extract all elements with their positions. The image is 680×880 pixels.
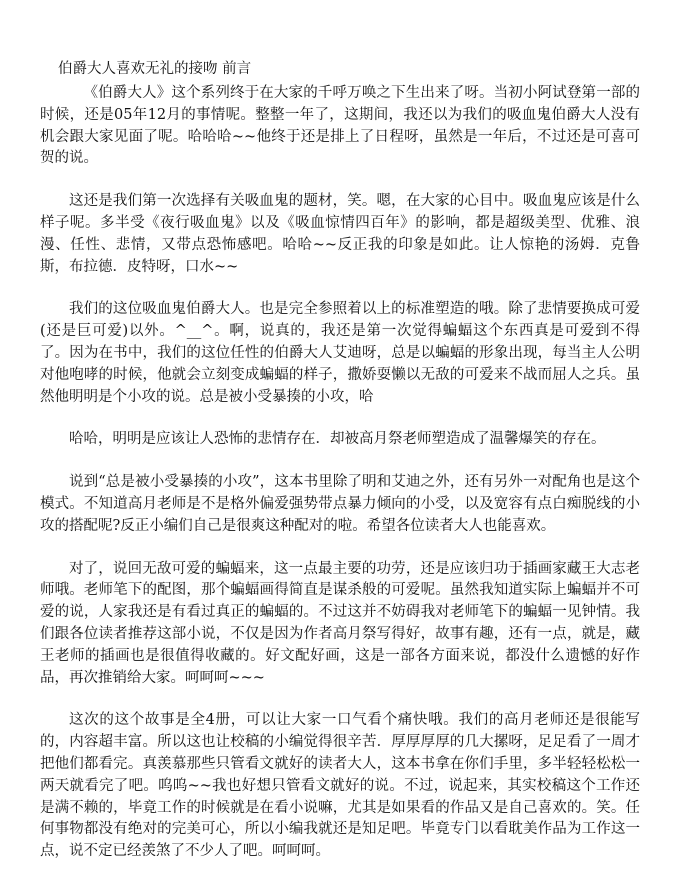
paragraph-2: 这还是我们第一次选择有关吸血鬼的题材，笑。嗯，在大家的心目中。吸血鬼应该是什么样子呢。多半受《夜行吸血鬼》以及《吸血惊情四百年》的影响，都是超级美型、优雅、浪漫、任性、悲情，又带点恐怖感吧。哈哈~~反正我的印象是如此。让人惊艳的汤姆．克鲁斯，布拉德．皮特呀，口水~~ xyxy=(40,193,640,275)
document-page xyxy=(40,58,640,863)
paragraph-4: 哈哈，明明是应该让人恐怖的悲情存在．却被高月祭老师塑造成了温馨爆笑的存在。 xyxy=(69,431,606,448)
paragraph-3: 我们的这位吸血鬼伯爵大人。也是完全参照着以上的标准塑造的哦。除了悲情要换成可爱(还是巨可爱)以外。^__^。啊，说真的，我还是第一次觉得蝙蝠这个东西真是可爱到不得了。因为在书中，我们的这位任性的伯爵大人艾迪呀，总是以蝙蝠的形象出现，每当主人公明对他咆哮的时候，他就会立刻变成蝙蝠的样子，撒娇耍懒以无敌的可爱来不战而屈人之兵。虽然他明明是个小攻的说。总是被小受暴揍的小攻，哈 xyxy=(40,301,640,405)
paragraph-1: 《伯爵大人》这个系列终于在大家的千呼万唤之下生出来了呀。当初小阿试登第一部的时候，还是05年12月的事情呢。整整一年了，这期间，我还以为我们的吸血鬼伯爵大人没有机会跟大家见面了呢。哈哈哈~~他终于还是排上了日程呀，虽然是一年后，不过还是可喜可贺的说。 xyxy=(40,85,640,167)
paragraph-6: 对了，说回无敌可爱的蝙蝠来，这一点最主要的功劳，还是应该归功于插画家藏王大志老师哦。老师笔下的配图，那个蝙蝠画得简直是谋杀般的可爱呢。虽然我知道实际上蝙蝠并不可爱的说，人家我还是有看过真正的蝙蝠的。不过这并不妨碍我对老师笔下的蝙蝠一见钟情。我们跟各位读者推荐这部小说，不仅是因为作者高月祭写得好，故事有趣，还有一点，就是，藏王老师的插画也是很值得收藏的。好文配好画，这是一部各方面来说，都没什么遗憾的好作品，再次推销给大家。呵呵呵~~~ xyxy=(40,560,640,686)
document-title: 伯爵大人喜欢无礼的接吻 前言 xyxy=(58,61,252,77)
paragraph-7: 这次的这个故事是全4册，可以让大家一口气看个痛快哦。我们的高月老师还是很能写的，内容超丰富。所以这也让校稿的小编觉得很辛苦．厚厚厚厚的几大摞呀，足足看了一周才把他们都看完。真羡慕那些只管看文就好的读者大人，这本书拿在你们手里，多半轻轻松松一两天就看完了吧。呜呜~~我也好想只管看文就好的说。不过，说起来，其实校稿这个工作还是满不赖的，毕竟工作的时候就是在看小说嘛，尤其是如果看的作品又是自己喜欢的。笑。任何事物都没有绝对的完美可心，所以小编我就还是知足吧。毕竟专门以看耽美作品为工作这一点，说不定已经羡煞了不少人了吧。呵呵呵。 xyxy=(40,712,640,860)
paragraph-5: 说到“总是被小受暴揍的小攻”，这本书里除了明和艾迪之外，还有另外一对配角也是这个模式。不知道高月老师是不是格外偏爱强势带点暴力倾向的小受，以及宽容有点白痴脱线的小攻的搭配呢?反正小编们自己是很爽这种配对的啦。希望各位读者大人也能喜欢。 xyxy=(40,474,640,534)
